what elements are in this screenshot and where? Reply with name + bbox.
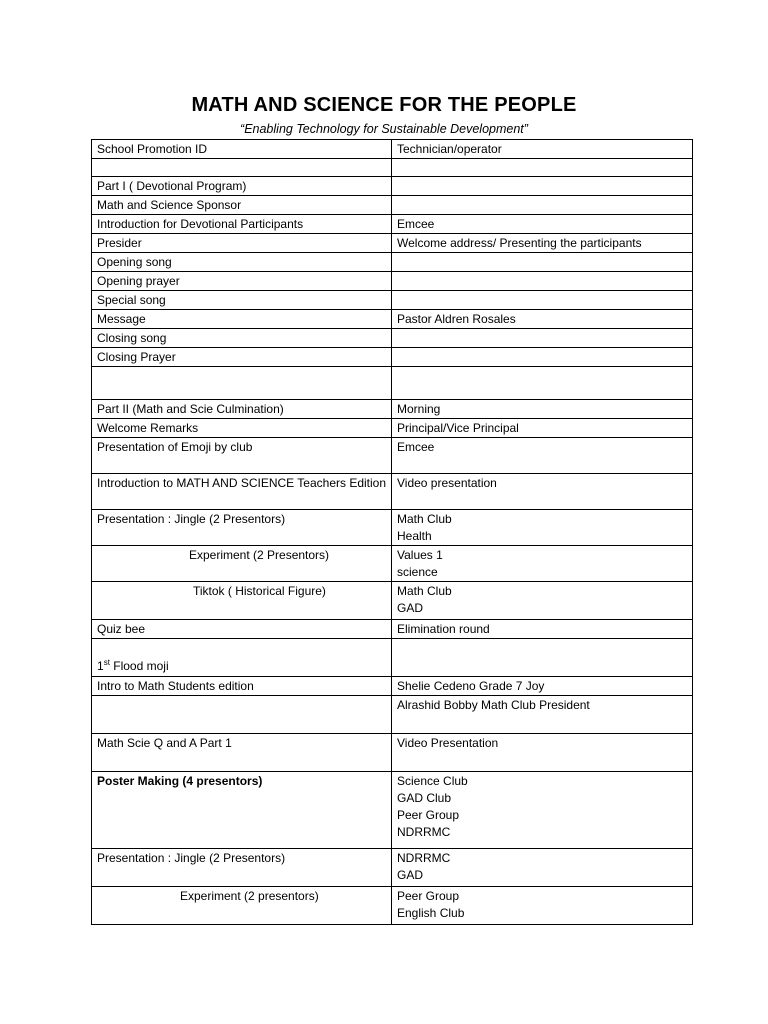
table-cell: Welcome Remarks (92, 419, 392, 438)
cell-line: Tiktok ( Historical Figure) (193, 584, 326, 598)
table-row (92, 177, 693, 196)
table-cell: Principal/Vice Principal (392, 419, 693, 438)
table-row (92, 196, 693, 215)
table-cell: School Promotion ID (92, 140, 392, 159)
table-cell (392, 159, 693, 177)
table-cell: Emcee (392, 438, 693, 474)
table-cell: Special song (92, 291, 392, 310)
table-cell (92, 639, 392, 677)
cell-line: Health (397, 529, 432, 543)
table-cell: Math Scie Q and A Part 1 (92, 734, 392, 772)
cell-line: Math Club (397, 584, 452, 598)
table-row (92, 474, 693, 510)
table-cell: Part I ( Devotional Program) (92, 177, 392, 196)
table-row (92, 772, 693, 849)
table-cell (392, 196, 693, 215)
cell-line: Experiment (2 presentors) (180, 889, 319, 903)
table-row (92, 329, 693, 348)
table-row (92, 887, 693, 925)
table-row (92, 849, 693, 887)
table-cell: Closing Prayer (92, 348, 392, 367)
cell-line: Experiment (2 Presentors) (189, 548, 330, 562)
table-cell (392, 887, 693, 925)
table-row (92, 677, 693, 696)
table-cell (392, 367, 693, 400)
table-cell: Presentation : Jingle (2 Presentors) (92, 849, 392, 887)
table-cell: Welcome address/ Presenting the participants (392, 234, 693, 253)
cell-line: Peer Group (397, 889, 460, 903)
table-cell (392, 177, 693, 196)
table-cell (392, 546, 693, 582)
table-row (92, 734, 693, 772)
ordinal-suffix: st (103, 658, 110, 667)
cell-line: NDRRMC (397, 851, 451, 865)
cell-line: GAD Club (397, 791, 452, 805)
table-cell: Quiz bee (92, 620, 392, 639)
table-row (92, 367, 693, 400)
table-cell: Presentation of Emoji by club (92, 438, 392, 474)
table-cell: Alrashid Bobby Math Club President (392, 696, 693, 734)
table-row (92, 159, 693, 177)
table-row (92, 215, 693, 234)
table-cell (392, 291, 693, 310)
table-cell (92, 546, 392, 582)
table-row (92, 310, 693, 329)
table-cell: Poster Making (4 presentors) (92, 772, 392, 849)
table-cell: Opening song (92, 253, 392, 272)
document-subtitle: “Enabling Technology for Sustainable Development” (240, 122, 528, 136)
table-row (92, 620, 693, 639)
cell-line: English Club (397, 906, 465, 920)
table-cell: Math and Science Sponsor (92, 196, 392, 215)
program-table (91, 139, 693, 925)
table-row (92, 291, 693, 310)
table-cell: Intro to Math Students edition (92, 677, 392, 696)
cell-line: NDRRMC (397, 825, 451, 839)
cell-line: GAD (397, 601, 424, 615)
table-cell: Shelie Cedeno Grade 7 Joy (392, 677, 693, 696)
table-row (92, 639, 693, 677)
table-cell (92, 582, 392, 620)
table-cell: Emcee (392, 215, 693, 234)
table-cell (392, 849, 693, 887)
cell-text: Flood moji (109, 659, 169, 673)
table-cell: Video Presentation (392, 734, 693, 772)
table-row (92, 419, 693, 438)
table-cell: Technician/operator (392, 140, 693, 159)
table-row (92, 546, 693, 582)
table-cell: Pastor Aldren Rosales (392, 310, 693, 329)
table-cell (392, 582, 693, 620)
cell-line: Peer Group (397, 808, 460, 822)
cell-line: science (397, 565, 438, 579)
rank-number: 1 (97, 659, 104, 673)
table-row (92, 234, 693, 253)
table-cell: Closing song (92, 329, 392, 348)
table-cell: Presider (92, 234, 392, 253)
table-row (92, 510, 693, 546)
table-row (92, 253, 693, 272)
table-cell: Opening prayer (92, 272, 392, 291)
table-cell (392, 272, 693, 291)
table-cell (392, 772, 693, 849)
table-row (92, 140, 693, 159)
table-cell (92, 887, 392, 925)
table-cell: Message (92, 310, 392, 329)
cell-line: GAD (397, 868, 424, 882)
table-cell (92, 159, 392, 177)
table-cell (392, 348, 693, 367)
cell-line: Values 1 (397, 548, 443, 562)
table-cell: Morning (392, 400, 693, 419)
table-cell: Video presentation (392, 474, 693, 510)
table-cell (392, 253, 693, 272)
table-cell: Introduction to MATH AND SCIENCE Teachers Edition (92, 474, 392, 510)
table-row (92, 696, 693, 734)
table-cell: Part II (Math and Scie Culmination) (92, 400, 392, 419)
document-title: MATH AND SCIENCE FOR THE PEOPLE (191, 94, 577, 116)
table-cell (392, 639, 693, 677)
table-row (92, 582, 693, 620)
cell-line (97, 658, 386, 675)
table-row (92, 438, 693, 474)
table-row (92, 272, 693, 291)
table-cell (92, 696, 392, 734)
cell-line: Math Club (397, 512, 452, 526)
cell-line: Science Club (397, 774, 468, 788)
table-cell: Elimination round (392, 620, 693, 639)
table-cell (392, 329, 693, 348)
table-cell (392, 510, 693, 546)
table-cell: Presentation : Jingle (2 Presentors) (92, 510, 392, 546)
table-cell (92, 367, 392, 400)
table-cell: Introduction for Devotional Participants (92, 215, 392, 234)
table-row (92, 400, 693, 419)
table-row (92, 348, 693, 367)
